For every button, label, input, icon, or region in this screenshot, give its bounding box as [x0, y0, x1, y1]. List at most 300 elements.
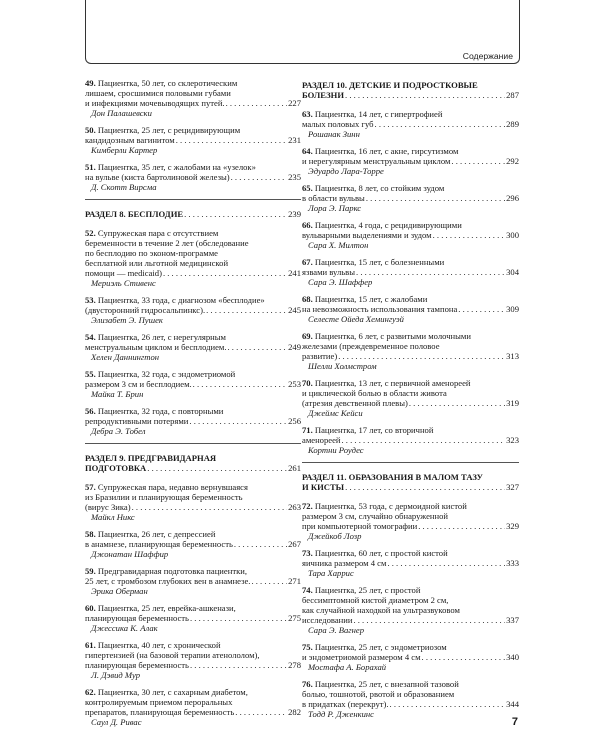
toc-entry[interactable]: [85, 125, 301, 155]
entry-last-line: [85, 576, 301, 586]
entry-text: Пациентка, 50 лет, со склеротическим: [97, 78, 238, 88]
leader-dots: [353, 615, 505, 625]
entry-line: [85, 566, 301, 576]
entry-last-line: [302, 615, 519, 625]
entry-last-line: [302, 119, 519, 129]
entry-number: 76.: [302, 679, 313, 689]
entry-title: в придатках (перекрут).: [302, 699, 389, 709]
toc-entry[interactable]: [85, 529, 301, 559]
entry-last-line: [85, 660, 301, 670]
entry-last-line: [302, 482, 519, 492]
entry-author: Тодд Р. Дженкинс: [308, 709, 375, 719]
page-ref: 337: [506, 615, 519, 625]
leader-dots: [184, 209, 287, 219]
entry-last-line: [302, 558, 519, 568]
section-heading[interactable]: [302, 78, 519, 100]
section-divider: [85, 443, 301, 444]
section-heading[interactable]: [302, 470, 519, 492]
toc-entry[interactable]: [302, 378, 519, 418]
entry-number: 67.: [302, 257, 313, 267]
entry-author: Дон Палашевски: [91, 108, 152, 118]
entry-text: беременности в течение 2 лет (обследование: [85, 238, 249, 248]
toc-entry[interactable]: [302, 331, 519, 371]
entry-title: и эндометриомой размером 4 см: [302, 652, 421, 662]
entry-last-line: [302, 351, 519, 361]
entry-number: 61.: [85, 640, 96, 650]
entry-text: лишаем, сросшимися половыми губами: [85, 88, 231, 98]
entry-text: Пациентка, 30 лет, с сахарным диабетом,: [97, 687, 248, 697]
entry-title: на вульве (киста бартолиновой железы): [85, 172, 230, 182]
toc-entry[interactable]: [85, 640, 301, 680]
toc-entry[interactable]: [85, 406, 301, 436]
entry-text: [302, 482, 344, 492]
entry-title: на невозможность использования тампона: [302, 304, 458, 314]
entry-text: болью, тошнотой, рвотой и образованием: [302, 689, 455, 699]
entry-text: РАЗДЕЛ 9. ПРЕДГРАВИДАРНАЯ: [85, 453, 217, 463]
entry-title: 25 лет, с тромбозом глубоких вен в анамнезе.: [85, 576, 251, 586]
entry-line: [302, 642, 519, 652]
entry-number: 59.: [85, 566, 96, 576]
leader-dots: [251, 576, 287, 586]
entry-title: (атрезия девственной плевы): [302, 398, 408, 408]
toc-entry[interactable]: [302, 146, 519, 176]
entry-line: [85, 238, 301, 248]
leader-dots: [176, 135, 287, 145]
entry-last-line: [85, 209, 301, 219]
entry-text: Пациентка, 33 года, с диагнозом «бесплодие»: [97, 295, 265, 305]
leader-dots: [418, 521, 505, 531]
page-ref: 340: [506, 652, 519, 662]
entry-number: 68.: [302, 294, 313, 304]
entry-text: [302, 156, 450, 166]
page-ref: 313: [506, 351, 519, 361]
entry-title: малых половых губ: [302, 119, 374, 129]
entry-text: Пациентка, 26 лет, с нерегулярным: [97, 332, 226, 342]
toc-entry[interactable]: [85, 687, 301, 727]
entry-author: Джонатан Шаффир: [91, 549, 169, 559]
entry-author: Джессика К. Алак: [91, 623, 158, 633]
entry-text: [85, 660, 189, 670]
entry-text: [302, 351, 337, 361]
page-ref: 304: [506, 267, 519, 277]
entry-text: Пациентка, 25 лет, еврейка-ашкенази,: [97, 603, 236, 613]
entry-author: Эрика Оберман: [91, 586, 148, 596]
entry-line: [85, 88, 301, 98]
leader-dots: [433, 230, 505, 240]
entry-text: Пациентка, 6 лет, с развитыми молочными: [314, 331, 471, 341]
entry-text: Пациентка, 60 лет, с простой кистой: [314, 548, 448, 558]
entry-text: [85, 613, 189, 623]
entry-last-line: [302, 435, 519, 445]
toc-entry[interactable]: [85, 369, 301, 399]
entry-author: Селесте Ойеда Хемингуэй: [308, 314, 404, 324]
entry-title: (двусторонний гидросальпинкс).: [85, 305, 206, 315]
entry-text: [85, 268, 162, 278]
entry-number: 69.: [302, 331, 313, 341]
entry-last-line: [85, 342, 301, 352]
entry-author: Тара Харрис: [308, 568, 354, 578]
entry-number: 70.: [302, 378, 313, 388]
entry-line: [302, 679, 519, 689]
leader-dots: [235, 707, 287, 717]
page-ref: 292: [506, 156, 519, 166]
leader-dots: [387, 558, 505, 568]
entry-line: [302, 109, 519, 119]
page-number: 7: [511, 716, 518, 728]
entry-last-line: [302, 699, 519, 709]
toc-entry[interactable]: [85, 162, 301, 192]
entry-line: [85, 453, 301, 463]
page-ref: 344: [506, 699, 519, 709]
leader-dots: [345, 90, 505, 100]
entry-line: [85, 78, 301, 88]
entry-line: [302, 605, 519, 615]
entry-line: [302, 341, 519, 351]
entry-line: [85, 406, 301, 416]
entry-text: Пациентка, 16 лет, с акне, гирсутизмом: [314, 146, 459, 156]
entry-last-line: [85, 539, 301, 549]
page-ref: 241: [288, 268, 301, 278]
toc-entry[interactable]: [85, 228, 301, 288]
entry-author: Сара Э. Вагнер: [308, 625, 365, 635]
entry-last-line: [302, 652, 519, 662]
leader-dots: [228, 342, 288, 352]
entry-title: (вирус Зика): [85, 502, 131, 512]
entry-text: [85, 342, 227, 352]
entry-last-line: [85, 416, 301, 426]
entry-text: [302, 304, 457, 314]
entry-text: [302, 119, 374, 129]
entry-text: [85, 305, 205, 315]
entry-title: в анамнезе, планирующая беременность: [85, 539, 233, 549]
leader-dots: [345, 482, 505, 492]
entry-text: контролируемым приемом пероральных: [85, 697, 233, 707]
entry-line: [85, 482, 301, 492]
entry-line: [302, 331, 519, 341]
page-ref: 245: [288, 305, 301, 315]
entry-author: Кортни Роудес: [308, 445, 364, 455]
entry-text: [302, 90, 344, 100]
page-ref: 287: [506, 90, 519, 100]
entry-line: [302, 595, 519, 605]
entry-line: [85, 640, 301, 650]
entry-text: Пациентка, 32 года, с эндометриомой: [97, 369, 236, 379]
entry-text: железами (преждевременное половое: [302, 341, 440, 351]
entry-author: Дебра Э. Тобел: [91, 426, 146, 436]
toc-entry[interactable]: [302, 548, 519, 578]
toc-entry[interactable]: [302, 109, 519, 139]
entry-title: помощи — medicaid): [85, 268, 162, 278]
entry-text: из Бразилии и планирующая беременность: [85, 492, 243, 502]
leader-dots: [409, 398, 505, 408]
entry-line: [302, 294, 519, 304]
entry-author: Мериэль Стивенс: [91, 278, 156, 288]
entry-text: Супружеская пара, недавно вернувшаяся: [97, 482, 248, 492]
leader-dots: [163, 268, 287, 278]
page-ref: 263: [288, 502, 301, 512]
entry-line: [85, 332, 301, 342]
entry-number: 60.: [85, 603, 96, 613]
entry-line: [302, 585, 519, 595]
entry-line: [85, 603, 301, 613]
entry-line: [302, 220, 519, 230]
page-ref: 289: [506, 119, 519, 129]
leader-dots: [422, 652, 506, 662]
entry-line: [85, 529, 301, 539]
header-frame: [85, 0, 520, 64]
entry-author: Д. Скотт Вирсма: [91, 182, 157, 192]
entry-number: 52.: [85, 228, 96, 238]
entry-text: [85, 416, 188, 426]
entry-title: в области вульвы: [302, 193, 365, 203]
entry-text: гипертензией (на базовой терапии атенололом),: [85, 650, 260, 660]
page-ref: 227: [288, 98, 301, 108]
entry-text: Пациентка, 8 лет, со стойким зудом: [314, 183, 445, 193]
entry-author: Мостафа А. Борахай: [308, 662, 387, 672]
entry-title: планирующая беременность: [85, 613, 189, 623]
entry-text: РАЗДЕЛ 11. ОБРАЗОВАНИЯ В МАЛОМ ТАЗУ: [302, 472, 483, 482]
leader-dots: [234, 539, 287, 549]
page-ref: 300: [506, 230, 519, 240]
toc-column-left: [85, 78, 301, 734]
entry-line: [85, 248, 301, 258]
entry-text: [85, 539, 233, 549]
entry-text: [85, 172, 230, 182]
entry-line: [302, 378, 519, 388]
entry-line: [302, 501, 519, 511]
entry-number: 56.: [85, 406, 96, 416]
entry-text: [302, 615, 352, 625]
toc-entry[interactable]: [302, 425, 519, 455]
page-ref: 249: [288, 342, 301, 352]
entry-author: Элизабет Э. Пушек: [91, 315, 163, 325]
page-ref: 319: [506, 398, 519, 408]
page-ref: 309: [506, 304, 519, 314]
leader-dots: [147, 463, 287, 473]
entry-title: репродуктивными потерями: [85, 416, 189, 426]
leader-dots: [132, 502, 288, 512]
entry-text: Предгравидарная подготовка пациентки,: [97, 566, 247, 576]
entry-number: 62.: [85, 687, 96, 697]
entry-number: 65.: [302, 183, 313, 193]
entry-title: ПОДГОТОВКА: [85, 463, 147, 473]
entry-text: Пациентка, 15 лет, с жалобами: [314, 294, 428, 304]
entry-number: 49.: [85, 78, 96, 88]
entry-text: [85, 576, 250, 586]
entry-text: РАЗДЕЛ 10. ДЕТСКИЕ И ПОДРОСТКОВЫЕ: [302, 80, 478, 90]
entry-text: бесплатной или льготной медицинской: [85, 258, 229, 268]
entry-line: [302, 388, 519, 398]
page-ref: 278: [288, 660, 301, 670]
toc-entry[interactable]: [302, 220, 519, 250]
page-ref: 271: [288, 576, 301, 586]
entry-author: Лора Э. Паркс: [308, 203, 362, 213]
entry-author: Л. Дэвид Мур: [91, 670, 141, 680]
entry-line: [85, 228, 301, 238]
entry-last-line: [85, 135, 301, 145]
entry-text: Пациентка, 53 года, с дермоидной кистой: [314, 501, 467, 511]
entry-number: 63.: [302, 109, 313, 119]
page-ref: 231: [288, 135, 301, 145]
section-divider: [85, 199, 301, 200]
entry-last-line: [85, 268, 301, 278]
section-heading[interactable]: [85, 451, 301, 473]
entry-last-line: [85, 463, 301, 473]
entry-title: и нерегулярным менструальным циклом: [302, 156, 451, 166]
entry-title: кандидозным вагинитом: [85, 135, 175, 145]
entry-text: Пациентка, 4 года, с рецидивирующими: [314, 220, 462, 230]
toc-entry[interactable]: [85, 566, 301, 596]
entry-title: препаратов, планирующая беременность: [85, 707, 235, 717]
entry-title: яичника размером 4 см: [302, 558, 387, 568]
entry-line: [302, 257, 519, 267]
entry-line: [85, 697, 301, 707]
toc-entry[interactable]: [85, 78, 301, 118]
leader-dots: [193, 379, 287, 389]
entry-number: 55.: [85, 369, 96, 379]
entry-author: Джейкоб Лозр: [308, 531, 362, 541]
page-ref: 256: [288, 416, 301, 426]
toc-entry[interactable]: [302, 501, 519, 541]
entry-number: 66.: [302, 220, 313, 230]
entry-text: бессимптомной кистой диаметром 2 см,: [302, 595, 449, 605]
entry-title: размером 3 см и бесплодием.: [85, 379, 192, 389]
leader-dots: [226, 98, 288, 108]
entry-author: Рошанак Зинн: [308, 129, 360, 139]
page-ref: 235: [288, 172, 301, 182]
entry-line: [85, 258, 301, 268]
toc-entry[interactable]: [85, 603, 301, 633]
entry-text: и циклической болью в области живота: [302, 388, 447, 398]
entry-line: [85, 492, 301, 502]
entry-text: Супружеская пара с отсутствием: [97, 228, 219, 238]
leader-dots: [231, 172, 288, 182]
entry-title: при компьютерной томографии: [302, 521, 418, 531]
page-ref: 329: [506, 521, 519, 531]
entry-text: Пациентка, 13 лет, с первичной аменореей: [314, 378, 471, 388]
toc-entry[interactable]: [85, 482, 301, 522]
entry-title: и инфекциями мочевыводящих путей.: [85, 98, 225, 108]
entry-text: [302, 267, 355, 277]
entry-text: [302, 521, 417, 531]
entry-text: Пациентка, 25 лет, с эндометриозом: [314, 642, 447, 652]
page-ref: 282: [288, 707, 301, 717]
entry-text: [302, 558, 386, 568]
entry-text: как случайной находкой на ультразвуковом: [302, 605, 460, 615]
entry-text: [85, 379, 192, 389]
toc-entry[interactable]: [85, 332, 301, 362]
leader-dots: [190, 660, 287, 670]
entry-text: по бесплодию по эконом-программе: [85, 248, 218, 258]
entry-number: 54.: [85, 332, 96, 342]
entry-author: Джеймс Кейси: [308, 408, 363, 418]
entry-text: [85, 707, 234, 717]
leader-dots: [342, 435, 506, 445]
entry-text: размером 3 см, случайно обнаруженной: [302, 511, 449, 521]
section-heading[interactable]: [85, 207, 301, 219]
page-ref: 267: [288, 539, 301, 549]
entry-text: [85, 502, 131, 512]
entry-text: [302, 652, 421, 662]
entry-last-line: [302, 304, 519, 314]
toc-entry[interactable]: [302, 679, 519, 719]
page-ref: 333: [506, 558, 519, 568]
entry-last-line: [85, 98, 301, 108]
entry-author: Эдуардо Лара-Торре: [308, 166, 384, 176]
entry-last-line: [85, 305, 301, 315]
page-ref: 323: [506, 435, 519, 445]
entry-text: Пациентка, 25 лет, с внезапной тазовой: [314, 679, 459, 689]
toc-entry[interactable]: [302, 257, 519, 287]
entry-line: [85, 650, 301, 660]
entry-text: [302, 193, 365, 203]
entry-last-line: [85, 707, 301, 717]
entry-line: [85, 687, 301, 697]
page-ref: 261: [288, 463, 301, 473]
entry-last-line: [85, 379, 301, 389]
leader-dots: [356, 267, 505, 277]
entry-author: Майкл Никс: [91, 512, 135, 522]
entry-number: 74.: [302, 585, 313, 595]
entry-last-line: [302, 398, 519, 408]
entry-title: исследовании: [302, 615, 353, 625]
entry-line: [302, 548, 519, 558]
leader-dots: [458, 304, 505, 314]
toc-entry[interactable]: [302, 183, 519, 213]
entry-last-line: [85, 502, 301, 512]
entry-number: 73.: [302, 548, 313, 558]
page-ref: 275: [288, 613, 301, 623]
page-ref: 253: [288, 379, 301, 389]
entry-text: Пациентка, 25 лет, с простой: [314, 585, 421, 595]
toc-entry[interactable]: [302, 294, 519, 324]
entry-text: Пациентка, 32 года, с повторными: [97, 406, 224, 416]
entry-title: планирующая беременность: [85, 660, 189, 670]
entry-line: [85, 162, 301, 172]
page-ref: 327: [506, 482, 519, 492]
entry-text: Пациентка, 17 лет, со вторичной: [314, 425, 434, 435]
leader-dots: [206, 305, 287, 315]
leader-dots: [375, 119, 506, 129]
toc-entry[interactable]: [302, 585, 519, 635]
entry-title: И КИСТЫ: [302, 482, 345, 492]
entry-author: Сара Э. Шаффер: [308, 277, 373, 287]
entry-number: 50.: [85, 125, 96, 135]
toc-entry[interactable]: [85, 295, 301, 325]
entry-line: [85, 369, 301, 379]
page-ref: 296: [506, 193, 519, 203]
entry-author: Шелли Холмстром: [308, 361, 377, 371]
entry-text: [302, 398, 408, 408]
toc-column-right: [302, 78, 519, 726]
entry-author: Саул Д. Ривас: [91, 717, 142, 727]
entry-line: [302, 80, 519, 90]
entry-last-line: [302, 156, 519, 166]
entry-number: 71.: [302, 425, 313, 435]
toc-entry[interactable]: [302, 642, 519, 672]
entry-text: [85, 463, 146, 473]
page-ref: 239: [288, 209, 301, 219]
running-header: Содержание: [462, 51, 513, 61]
entry-line: [85, 125, 301, 135]
leader-dots: [451, 156, 505, 166]
entry-text: [302, 230, 432, 240]
entry-text: Пациентка, 14 лет, с гипертрофией: [314, 109, 443, 119]
entry-text: Пациентка, 35 лет, с жалобами на «узелок»: [97, 162, 256, 172]
section-divider: [302, 462, 519, 463]
entry-text: Пациентка, 25 лет, с рецидивирующим: [97, 125, 241, 135]
entry-last-line: [302, 90, 519, 100]
